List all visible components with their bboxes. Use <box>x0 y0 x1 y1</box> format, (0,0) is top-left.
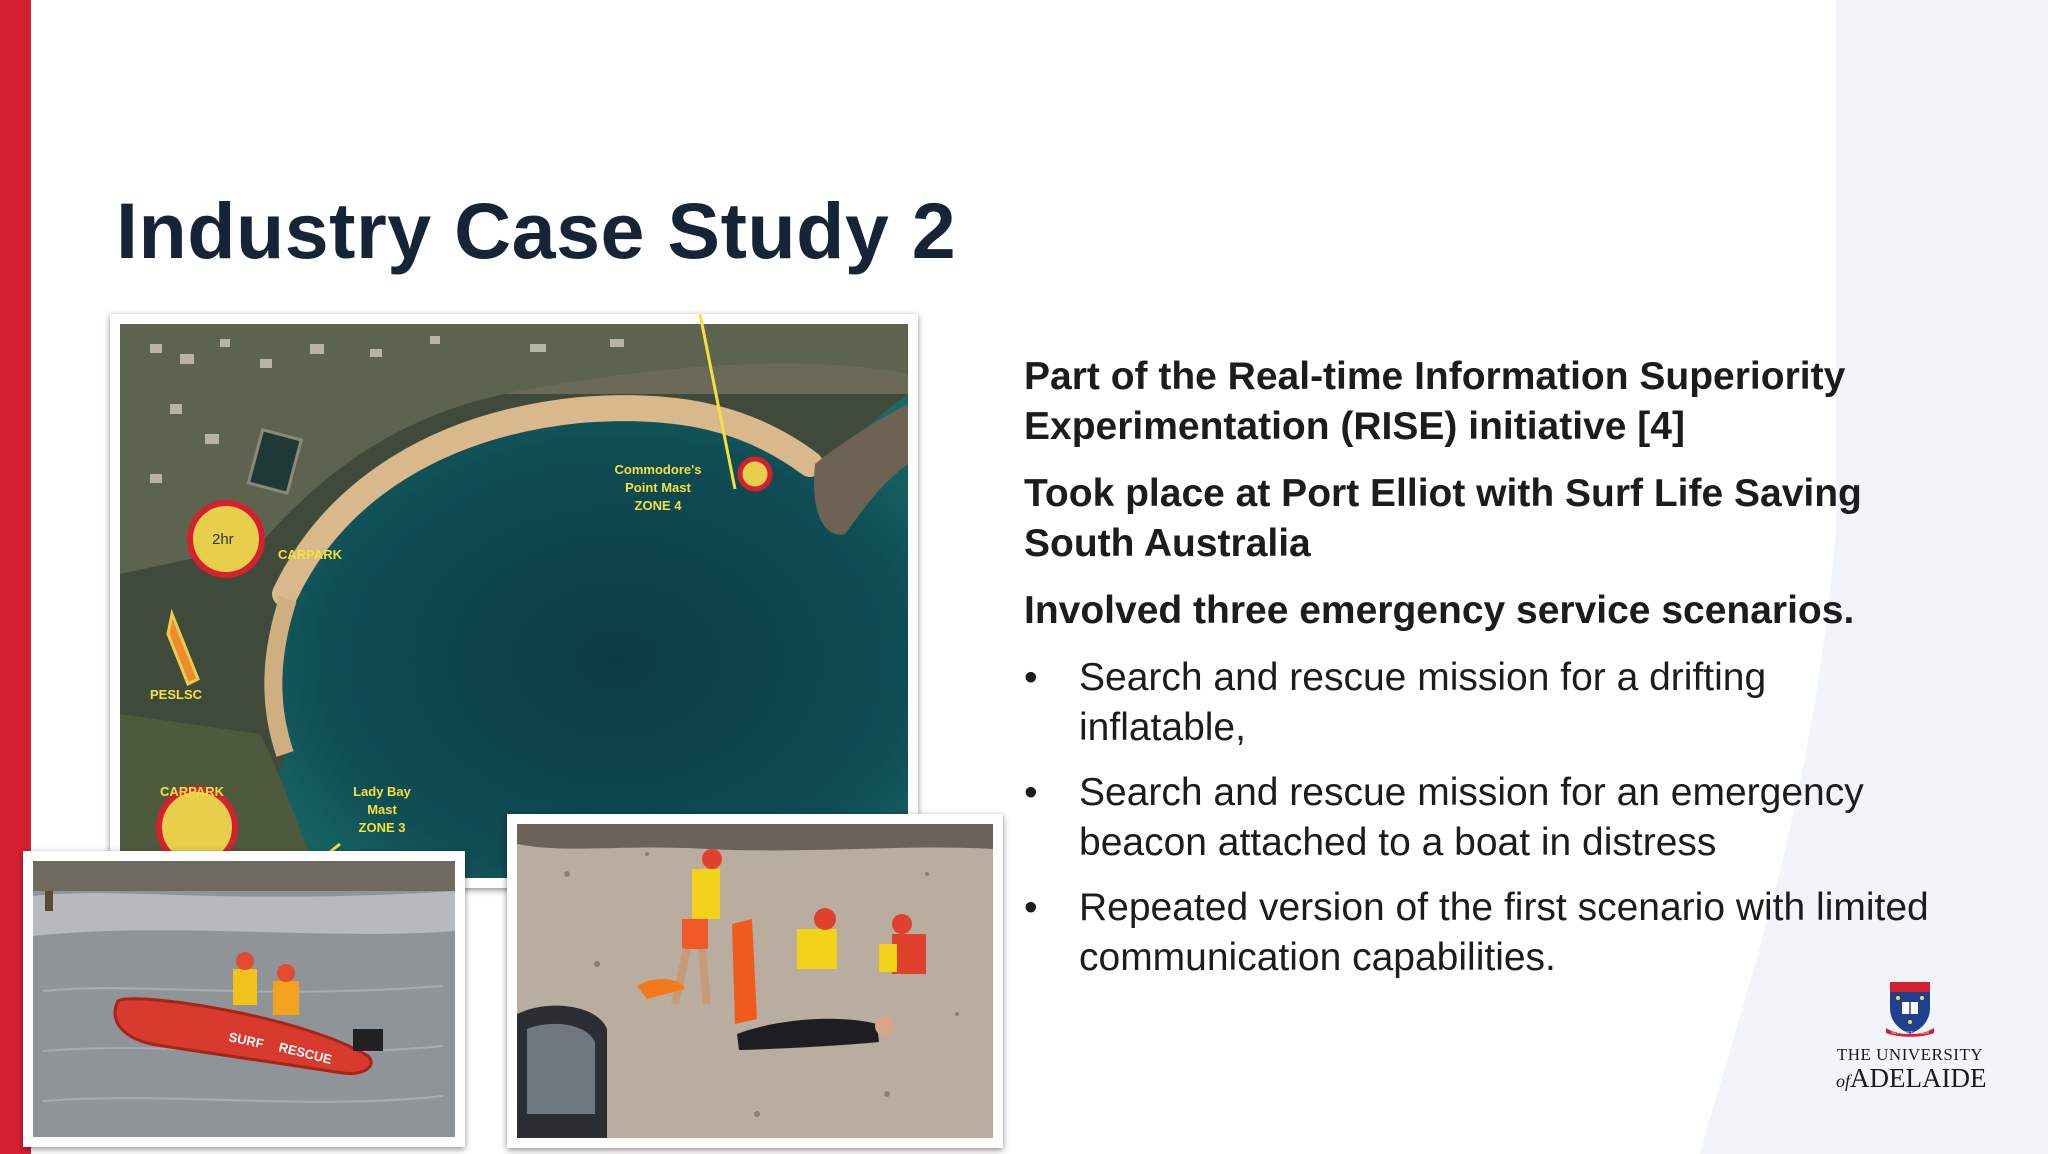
logo-text-of: of <box>1836 1071 1851 1091</box>
map-label-commodore-1: Commodore's <box>614 462 702 477</box>
rescue-boat-photo <box>23 851 465 1147</box>
rescue-boat-graphic <box>23 851 465 1147</box>
map-label-commodore-2: Point Mast <box>625 480 691 495</box>
slide-title: Industry Case Study 2 <box>116 186 957 275</box>
list-item-text: Repeated version of the first scenario with limited communication capabilities. <box>1079 886 1929 979</box>
aerial-map-photo <box>110 314 918 888</box>
text-content <box>1024 352 1934 998</box>
logo-text-adelaide: ADELAIDE <box>1850 1063 1987 1093</box>
aerial-map-graphic <box>110 314 918 888</box>
logo-text-line2 <box>1836 1063 1987 1095</box>
university-crest-icon <box>1884 978 1936 1038</box>
paragraph-rise-initiative: Part of the Real-time Information Superiority Experimentation (RISE) initiative [4] <box>1024 355 1846 448</box>
beach-rescue-graphic <box>507 814 1003 1148</box>
scenario-list <box>1024 653 1934 983</box>
list-item <box>1024 653 1934 753</box>
list-item-text: Search and rescue mission for a drifting inflatable, <box>1079 656 1767 749</box>
list-item <box>1024 768 1934 868</box>
list-item <box>1024 883 1934 983</box>
map-label-peslsc: PESLSC <box>150 687 203 702</box>
map-label-lady-bay-1: Lady Bay <box>353 784 411 799</box>
bullet-dot: • <box>1024 656 1038 699</box>
beach-rescue-photo <box>507 814 1003 1148</box>
map-label-lady-bay-3: ZONE 3 <box>358 820 406 835</box>
map-label-2hr: 2hr <box>212 531 234 548</box>
bullet-dot: • <box>1024 771 1038 814</box>
map-label-lady-bay-2: Mast <box>367 802 397 817</box>
bullet-dot: • <box>1024 886 1038 929</box>
university-logo <box>1836 978 1987 1093</box>
logo-text-line1: THE UNIVERSITY <box>1836 1045 1984 1064</box>
crest-ribbon-text: SUB CRUCE LUMEN <box>1891 1030 1929 1035</box>
paragraph-port-elliot: Took place at Port Elliot with Surf Life Saving South Australia <box>1024 472 1862 565</box>
boat-hull-text-rescue: RESCUE <box>277 1039 334 1068</box>
map-label-carpark-bottom: CARPARK <box>160 784 225 799</box>
boat-hull-text-surf: SURF <box>227 1029 266 1052</box>
list-item-text: Search and rescue mission for an emergency beacon attached to a boat in distress <box>1079 771 1864 864</box>
map-label-commodore-3: ZONE 4 <box>634 498 682 513</box>
map-label-carpark-top: CARPARK <box>278 547 343 562</box>
commodores-point-marker <box>740 459 770 489</box>
paragraph-three-scenarios: Involved three emergency service scenarios. <box>1024 589 1855 632</box>
